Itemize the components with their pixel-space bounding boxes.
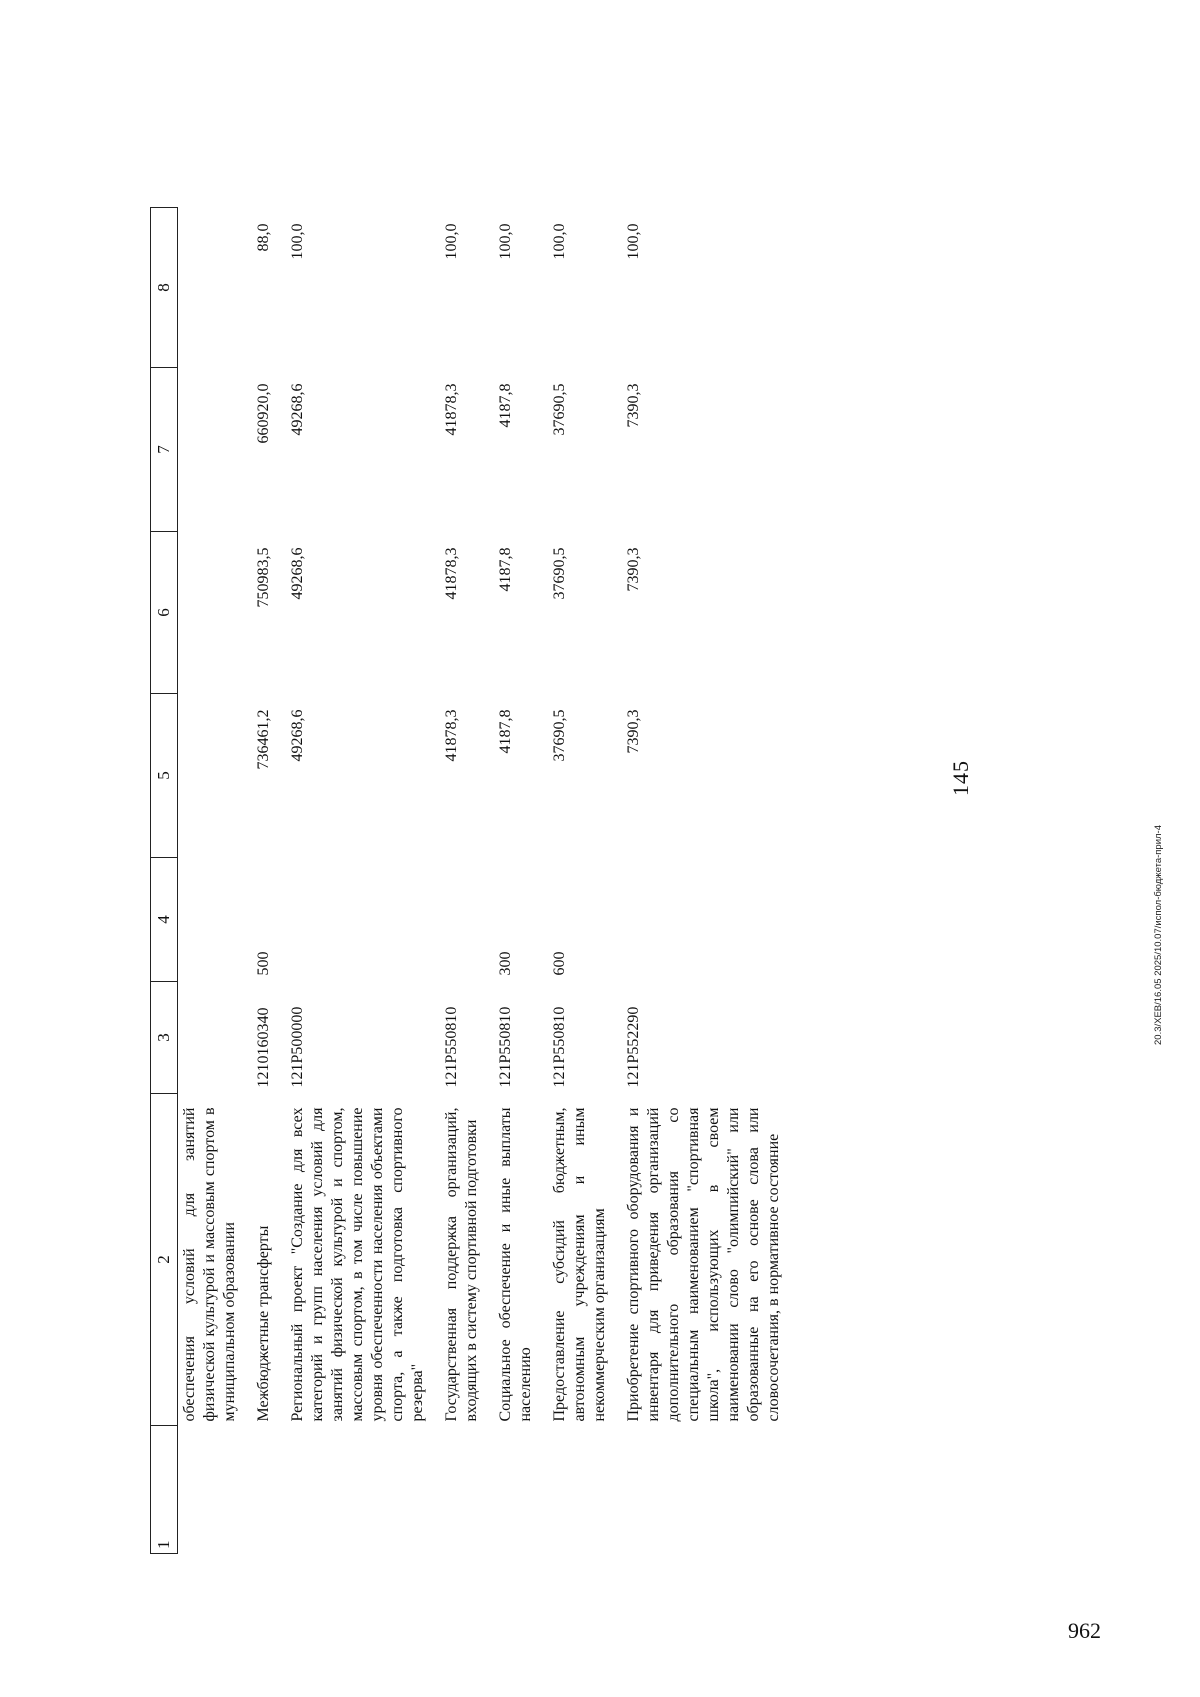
row-value-6: 750983,5 [255, 547, 272, 608]
column-header: 5 [151, 694, 178, 858]
row-code: 121P550810 [497, 1006, 514, 1088]
row-type [178, 858, 253, 982]
row-value-5: 4187,8 [497, 709, 514, 754]
row-value-8: 88,0 [255, 223, 272, 252]
column-header: 8 [151, 208, 178, 368]
row-value-8: 100,0 [443, 223, 460, 260]
row-name: Предоставление субсидий бюджетным, автономным учреждениям и иным некоммерческим организациям [551, 1107, 608, 1422]
row-value-6: 37690,5 [551, 547, 568, 600]
row-name: обеспечения условий для занятий физической культурой и массовым спортом в муниципальном образовании [181, 1107, 238, 1422]
cell-empty [286, 1426, 440, 1554]
row-value-6: 41878,3 [443, 547, 460, 600]
cell-empty [622, 1426, 796, 1554]
cell-empty [440, 1426, 494, 1554]
column-header: 6 [151, 532, 178, 694]
row-value-8: 100,0 [551, 223, 568, 260]
row-value-7: 660920,0 [255, 383, 272, 444]
row-value-6: 49268,6 [289, 547, 306, 600]
cell-empty [252, 1426, 286, 1554]
row-value-7: 7390,3 [625, 383, 642, 428]
row-type: 500 [255, 951, 272, 976]
row-name: Государственная поддержка организаций, входящих в систему спортивной подготовки [443, 1107, 480, 1422]
table-row [548, 208, 622, 1554]
row-name: Региональный проект "Создание для всех категорий и групп населения условий для занятий физической культурой и спортом, массовым спортом, в том числе повышение уровня обеспеченности населения объектами спорта, а также подготовка спортивного резерва" [289, 1107, 426, 1422]
row-value-6 [178, 532, 253, 694]
row-value-8: 100,0 [497, 223, 514, 260]
column-header: 3 [151, 982, 178, 1094]
row-type [440, 858, 494, 982]
folio-number: 962 [1068, 1618, 1101, 1643]
row-code: 121P500000 [289, 1006, 306, 1088]
rotated-page-content [150, 134, 1150, 1554]
row-type [622, 858, 796, 982]
row-name: Социальное обеспечение и иные выплаты населению [497, 1107, 534, 1422]
row-value-8 [178, 208, 253, 368]
budget-table [150, 207, 796, 1554]
table-row [252, 208, 286, 1554]
row-value-7: 37690,5 [551, 383, 568, 436]
cell-empty [178, 1426, 253, 1554]
row-type: 600 [551, 951, 568, 976]
table-header-row [151, 208, 178, 1554]
row-value-7: 49268,6 [289, 383, 306, 436]
row-value-7: 4187,8 [497, 383, 514, 428]
row-value-7 [178, 368, 253, 532]
row-value-7: 41878,3 [443, 383, 460, 436]
column-header: 1 [151, 1426, 178, 1554]
row-code: 1210160340 [255, 1007, 272, 1088]
column-header: 4 [151, 858, 178, 982]
row-code: 121P552290 [625, 1006, 642, 1088]
document-stamp: 20.3/XEB/16.05 2025/10.07/испол-бюджета-прил-4 [1153, 825, 1164, 1045]
table-row [178, 208, 253, 1554]
row-type: 300 [497, 951, 514, 976]
table-row [286, 208, 440, 1554]
row-value-5: 41878,3 [443, 709, 460, 762]
cell-empty [494, 1426, 548, 1554]
row-value-5: 49268,6 [289, 709, 306, 762]
row-value-8: 100,0 [625, 223, 642, 260]
row-value-8: 100,0 [289, 223, 306, 260]
row-value-5: 37690,5 [551, 709, 568, 762]
row-value-5 [178, 694, 253, 858]
row-code [178, 982, 253, 1094]
row-code: 121P550810 [551, 1006, 568, 1088]
row-code: 121P550810 [443, 1006, 460, 1088]
row-name: Межбюджетные трансферты [255, 1225, 272, 1422]
cell-empty [548, 1426, 622, 1554]
table-row [494, 208, 548, 1554]
row-value-5: 736461,2 [255, 709, 272, 770]
table-row [440, 208, 494, 1554]
column-header: 2 [151, 1094, 178, 1426]
page-number: 145 [948, 760, 973, 796]
column-header: 7 [151, 368, 178, 532]
row-value-6: 7390,3 [625, 547, 642, 592]
row-name: Приобретение спортивного оборудования и инвентаря для приведения организаций дополнительного образования со специальным наименованием "спортивная школа", использующих в своем наименовании слово "олимпийский" или образованные на его основе слова или словосочетания, в нормативное состояние [625, 1107, 782, 1422]
row-value-5: 7390,3 [625, 709, 642, 754]
row-type [286, 858, 440, 982]
row-value-6: 4187,8 [497, 547, 514, 592]
table-row [622, 208, 796, 1554]
